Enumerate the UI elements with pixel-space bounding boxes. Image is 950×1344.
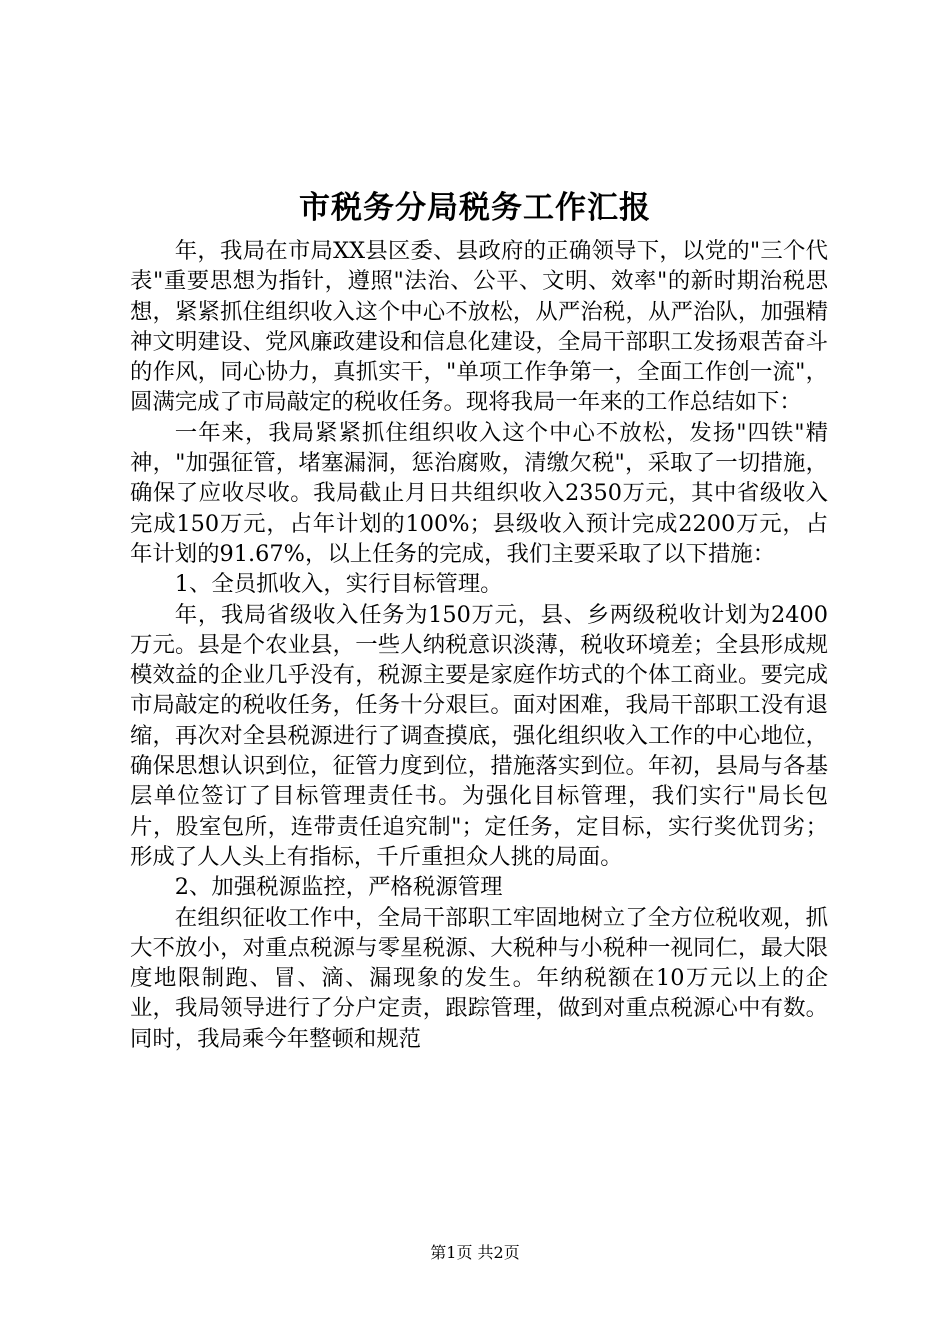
paragraph-tax-source-monitoring: 在组织征收工作中，全局干部职工牢固地树立了全方位税收观，抓大不放小，对重点税源与零星税源、大税种与小税种一视同仁，最大限度地限制跑、冒、滴、漏现象的发生。年纳税额在10万元以上的企业，我局领导进行了分户定责，跟踪管理，做到对重点税源心中有数。同时，我局乘今年整顿和规范 [130,904,828,1052]
paragraph-intro: 年，我局在市局XX县区委、县政府的正确领导下，以党的"三个代表"重要思想为指针，遵照"法治、公平、文明、效率"的新时期治税思想，紧紧抓住组织收入这个中心不放松，从严治税，从严治队，加强精神文明建设、党风廉政建设和信息化建设，全局干部职工发扬艰苦奋斗的作风，同心协力，真抓实干，"单项工作争第一，全面工作创一流"，圆满完成了市局敲定的税收任务。现将我局一年来的工作总结如下： [130,238,828,416]
document-title: 市税务分局税务工作汇报 [299,190,651,226]
document-body [130,236,828,1054]
paragraph-target-management: 年，我局省级收入任务为150万元，县、乡两级税收计划为2400万元。县是个农业县，一些人纳税意识淡薄，税收环境差；全县形成规模效益的企业几乎没有，税源主要是家庭作坊式的个体工商业。要完成市局敲定的税收任务，任务十分艰巨。面对困难，我局干部职工没有退缩，再次对全县税源进行了调查摸底，强化组织收入工作的中心地位，确保思想认识到位，征管力度到位，措施落实到位。年初，县局与各基层单位签订了目标管理责任书。为强化目标管理，我们实行"局长包片，股室包所，连带责任追究制"；定任务，定目标，实行奖优罚劣；形成了人人头上有指标，千斤重担众人挑的局面。 [130,601,828,870]
section-heading-1: 1、全员抓收入，实行目标管理。 [174,571,503,598]
section-heading-2: 2、加强税源监控，严格税源管理 [174,874,503,901]
paragraph-revenue-summary: 一年来，我局紧紧抓住组织收入这个中心不放松，发扬"四铁"精神，"加强征管，堵塞漏洞，惩治腐败，清缴欠税"，采取了一切措施，确保了应收尽收。我局截止月日共组织收入2350万元，其中省级收入完成150万元，占年计划的100%；县级收入预计完成2200万元，占年计划的91.67%，以上任务的完成，我们主要采取了以下措施： [130,419,828,567]
page-number-footer: 第1页 共2页 [430,1243,520,1262]
